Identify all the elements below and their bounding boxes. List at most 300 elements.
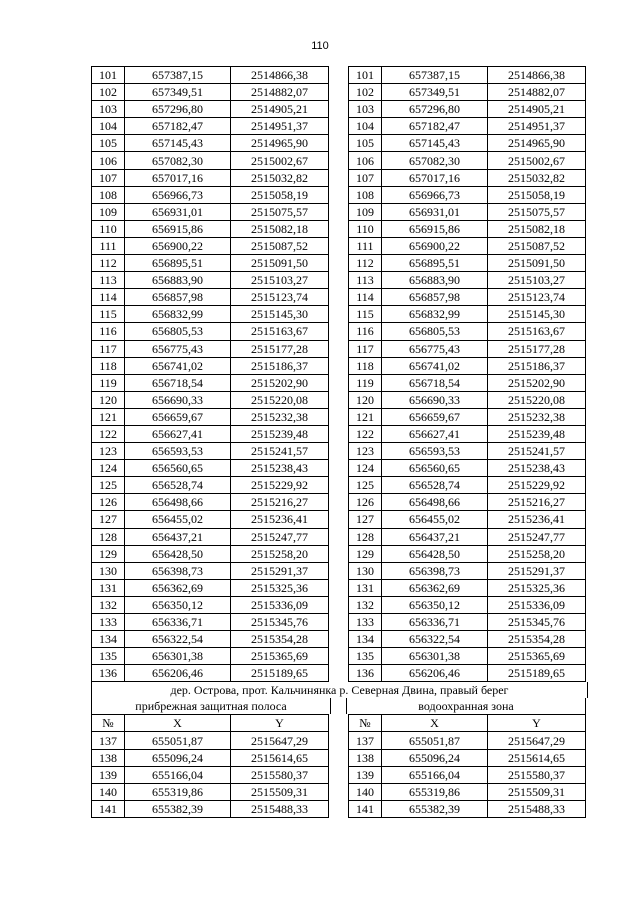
table-row (92, 562, 329, 579)
point-number: 105 (349, 135, 382, 152)
x-coordinate: 656966,73 (125, 186, 231, 203)
point-number: 119 (349, 374, 382, 391)
x-coordinate: 657145,43 (382, 135, 488, 152)
x-coordinate: 657296,80 (125, 101, 231, 118)
x-coordinate: 657017,16 (382, 169, 488, 186)
point-number: 104 (349, 118, 382, 135)
table-row (92, 186, 329, 203)
table-row (92, 579, 329, 596)
x-coordinate: 655319,86 (125, 783, 231, 800)
x-coordinate: 656428,50 (382, 545, 488, 562)
upper-left-table (91, 66, 329, 682)
y-coordinate: 2515163,67 (231, 323, 329, 340)
y-coordinate: 2515365,69 (488, 648, 586, 665)
x-coordinate: 656301,38 (382, 648, 488, 665)
table-row (92, 665, 329, 682)
point-number: 128 (92, 528, 125, 545)
point-number: 102 (349, 84, 382, 101)
table-row (349, 186, 586, 203)
point-number: 140 (349, 783, 382, 800)
point-number: 104 (92, 118, 125, 135)
header-x: X (382, 715, 488, 732)
table-row (92, 528, 329, 545)
x-coordinate: 656931,01 (382, 203, 488, 220)
table-row (92, 460, 329, 477)
table-row (349, 220, 586, 237)
table-row (92, 766, 329, 783)
x-coordinate: 656627,41 (125, 425, 231, 442)
table-row (92, 84, 329, 101)
table-row (349, 118, 586, 135)
table-row (349, 749, 586, 766)
y-coordinate: 2515229,92 (488, 477, 586, 494)
y-coordinate: 2515239,48 (488, 425, 586, 442)
x-coordinate: 656498,66 (125, 494, 231, 511)
y-coordinate: 2515365,69 (231, 648, 329, 665)
x-coordinate: 657296,80 (382, 101, 488, 118)
y-coordinate: 2514965,90 (488, 135, 586, 152)
table-row (349, 357, 586, 374)
point-number: 128 (349, 528, 382, 545)
y-coordinate: 2515580,37 (488, 766, 586, 783)
table-row (92, 101, 329, 118)
y-coordinate: 2515345,76 (488, 614, 586, 631)
point-number: 133 (92, 614, 125, 631)
y-coordinate: 2515241,57 (231, 443, 329, 460)
x-coordinate: 656718,54 (382, 374, 488, 391)
table-row (92, 732, 329, 749)
lower-right-table (348, 714, 586, 818)
table-row (349, 374, 586, 391)
point-number: 114 (92, 289, 125, 306)
y-coordinate: 2515647,29 (488, 732, 586, 749)
point-number: 116 (349, 323, 382, 340)
header-number: № (349, 715, 382, 732)
x-coordinate: 656455,02 (125, 511, 231, 528)
table-row (349, 562, 586, 579)
y-coordinate: 2515241,57 (488, 443, 586, 460)
y-coordinate: 2515075,57 (488, 203, 586, 220)
x-coordinate: 656528,74 (125, 477, 231, 494)
table-row (92, 135, 329, 152)
point-number: 132 (92, 596, 125, 613)
y-coordinate: 2514866,38 (231, 67, 329, 84)
page-number: 110 (311, 40, 329, 52)
x-coordinate: 656775,43 (125, 340, 231, 357)
x-coordinate: 656350,12 (382, 596, 488, 613)
x-coordinate: 656398,73 (382, 562, 488, 579)
x-coordinate: 656498,66 (382, 494, 488, 511)
x-coordinate: 656336,71 (125, 614, 231, 631)
table-row (349, 494, 586, 511)
x-coordinate: 656528,74 (382, 477, 488, 494)
y-coordinate: 2514965,90 (231, 135, 329, 152)
x-coordinate: 656659,67 (125, 408, 231, 425)
point-number: 130 (349, 562, 382, 579)
point-number: 103 (92, 101, 125, 118)
x-coordinate: 656741,02 (382, 357, 488, 374)
y-coordinate: 2515614,65 (231, 749, 329, 766)
y-coordinate: 2515177,28 (231, 340, 329, 357)
y-coordinate: 2515103,27 (231, 272, 329, 289)
y-coordinate: 2515336,09 (231, 596, 329, 613)
x-coordinate: 656857,98 (382, 289, 488, 306)
table-row (349, 408, 586, 425)
header-y: Y (231, 715, 329, 732)
point-number: 126 (349, 494, 382, 511)
y-coordinate: 2515145,30 (231, 306, 329, 323)
table-row (349, 425, 586, 442)
table-row (92, 425, 329, 442)
x-coordinate: 657082,30 (382, 152, 488, 169)
x-coordinate: 656741,02 (125, 357, 231, 374)
y-coordinate: 2514905,21 (488, 101, 586, 118)
point-number: 123 (92, 443, 125, 460)
upper-tables (91, 66, 586, 682)
table-row (349, 477, 586, 494)
table-row (349, 511, 586, 528)
point-number: 113 (349, 272, 382, 289)
x-coordinate: 656336,71 (382, 614, 488, 631)
point-number: 115 (349, 306, 382, 323)
x-coordinate: 656362,69 (125, 579, 231, 596)
point-number: 135 (92, 648, 125, 665)
table-row (92, 306, 329, 323)
point-number: 131 (349, 579, 382, 596)
point-number: 141 (349, 800, 382, 817)
y-coordinate: 2515216,27 (231, 494, 329, 511)
point-number: 108 (349, 186, 382, 203)
point-number: 126 (92, 494, 125, 511)
y-coordinate: 2515291,37 (231, 562, 329, 579)
point-number: 120 (349, 391, 382, 408)
table-row (92, 511, 329, 528)
table-row (92, 408, 329, 425)
x-coordinate: 656690,33 (382, 391, 488, 408)
table-row (349, 391, 586, 408)
y-coordinate: 2515345,76 (231, 614, 329, 631)
x-coordinate: 656805,53 (382, 323, 488, 340)
point-number: 106 (92, 152, 125, 169)
table-row (349, 648, 586, 665)
x-coordinate: 656931,01 (125, 203, 231, 220)
x-coordinate: 656593,53 (125, 443, 231, 460)
table-row (349, 460, 586, 477)
point-number: 132 (349, 596, 382, 613)
y-coordinate: 2514882,07 (488, 84, 586, 101)
point-number: 109 (92, 203, 125, 220)
point-number: 117 (92, 340, 125, 357)
x-coordinate: 656560,65 (382, 460, 488, 477)
point-number: 139 (92, 766, 125, 783)
y-coordinate: 2515032,82 (231, 169, 329, 186)
table-row (92, 443, 329, 460)
header-y: Y (488, 715, 586, 732)
table-row (92, 237, 329, 254)
point-number: 103 (349, 101, 382, 118)
point-number: 136 (349, 665, 382, 682)
x-coordinate: 655096,24 (382, 749, 488, 766)
point-number: 125 (92, 477, 125, 494)
y-coordinate: 2515145,30 (488, 306, 586, 323)
point-number: 110 (349, 220, 382, 237)
x-coordinate: 656832,99 (125, 306, 231, 323)
point-number: 123 (349, 443, 382, 460)
table-row (349, 528, 586, 545)
x-coordinate: 656322,54 (382, 631, 488, 648)
y-coordinate: 2515163,67 (488, 323, 586, 340)
y-coordinate: 2515075,57 (231, 203, 329, 220)
header-row (349, 715, 586, 732)
table-row (349, 783, 586, 800)
x-coordinate: 656593,53 (382, 443, 488, 460)
point-number: 124 (92, 460, 125, 477)
table-row (92, 545, 329, 562)
x-coordinate: 656900,22 (125, 237, 231, 254)
y-coordinate: 2514951,37 (231, 118, 329, 135)
point-number: 115 (92, 306, 125, 323)
x-coordinate: 657017,16 (125, 169, 231, 186)
y-coordinate: 2515354,28 (488, 631, 586, 648)
table-row (349, 272, 586, 289)
x-coordinate: 656883,90 (125, 272, 231, 289)
x-coordinate: 656322,54 (125, 631, 231, 648)
y-coordinate: 2515325,36 (231, 579, 329, 596)
point-number: 118 (349, 357, 382, 374)
table-row (92, 477, 329, 494)
table-row (92, 340, 329, 357)
point-number: 121 (349, 408, 382, 425)
x-coordinate: 656832,99 (382, 306, 488, 323)
x-coordinate: 656883,90 (382, 272, 488, 289)
table-row (349, 323, 586, 340)
point-number: 127 (349, 511, 382, 528)
table-row (92, 272, 329, 289)
table-row (92, 118, 329, 135)
y-coordinate: 2515258,20 (488, 545, 586, 562)
table-row (92, 783, 329, 800)
lower-left-table (91, 714, 329, 818)
table-row (349, 732, 586, 749)
y-coordinate: 2515509,31 (231, 783, 329, 800)
x-coordinate: 657349,51 (382, 84, 488, 101)
y-coordinate: 2515232,38 (231, 408, 329, 425)
lower-tables (91, 714, 586, 818)
table-row (349, 203, 586, 220)
table-row (349, 800, 586, 817)
table-row (349, 169, 586, 186)
y-coordinate: 2515123,74 (231, 289, 329, 306)
y-coordinate: 2515509,31 (488, 783, 586, 800)
y-coordinate: 2515216,27 (488, 494, 586, 511)
y-coordinate: 2515336,09 (488, 596, 586, 613)
x-coordinate: 655319,86 (382, 783, 488, 800)
y-coordinate: 2515082,18 (231, 220, 329, 237)
y-coordinate: 2515091,50 (488, 255, 586, 272)
point-number: 125 (349, 477, 382, 494)
y-coordinate: 2515177,28 (488, 340, 586, 357)
subtitle-row (91, 698, 586, 714)
point-number: 114 (349, 289, 382, 306)
table-row (92, 289, 329, 306)
y-coordinate: 2515229,92 (231, 477, 329, 494)
y-coordinate: 2515123,74 (488, 289, 586, 306)
table-row (92, 357, 329, 374)
x-coordinate: 655096,24 (125, 749, 231, 766)
y-coordinate: 2515232,38 (488, 408, 586, 425)
y-coordinate: 2515647,29 (231, 732, 329, 749)
header-x: X (125, 715, 231, 732)
y-coordinate: 2515002,67 (488, 152, 586, 169)
y-coordinate: 2515082,18 (488, 220, 586, 237)
x-coordinate: 656301,38 (125, 648, 231, 665)
table-row (349, 596, 586, 613)
table-row (92, 152, 329, 169)
header-number: № (92, 715, 125, 732)
table-row (92, 203, 329, 220)
y-coordinate: 2515058,19 (231, 186, 329, 203)
coordinates-document (91, 66, 586, 818)
table-row (92, 614, 329, 631)
y-coordinate: 2515220,08 (231, 391, 329, 408)
point-number: 112 (92, 255, 125, 272)
point-number: 118 (92, 357, 125, 374)
y-coordinate: 2514905,21 (231, 101, 329, 118)
y-coordinate: 2515189,65 (231, 665, 329, 682)
table-row (92, 220, 329, 237)
table-row (349, 237, 586, 254)
y-coordinate: 2515258,20 (231, 545, 329, 562)
y-coordinate: 2515032,82 (488, 169, 586, 186)
x-coordinate: 657349,51 (125, 84, 231, 101)
point-number: 111 (349, 237, 382, 254)
point-number: 135 (349, 648, 382, 665)
x-coordinate: 656775,43 (382, 340, 488, 357)
point-number: 122 (349, 425, 382, 442)
y-coordinate: 2515220,08 (488, 391, 586, 408)
table-row (349, 84, 586, 101)
y-coordinate: 2515488,33 (488, 800, 586, 817)
y-coordinate: 2515103,27 (488, 272, 586, 289)
point-number: 113 (92, 272, 125, 289)
x-coordinate: 656206,46 (382, 665, 488, 682)
y-coordinate: 2515238,43 (488, 460, 586, 477)
x-coordinate: 656350,12 (125, 596, 231, 613)
point-number: 141 (92, 800, 125, 817)
x-coordinate: 655051,87 (382, 732, 488, 749)
x-coordinate: 655166,04 (382, 766, 488, 783)
point-number: 134 (92, 631, 125, 648)
point-number: 129 (92, 545, 125, 562)
table-row (349, 101, 586, 118)
table-row (92, 800, 329, 817)
point-number: 130 (92, 562, 125, 579)
y-coordinate: 2515238,43 (231, 460, 329, 477)
point-number: 122 (92, 425, 125, 442)
x-coordinate: 656659,67 (382, 408, 488, 425)
point-number: 134 (349, 631, 382, 648)
point-number: 117 (349, 340, 382, 357)
point-number: 109 (349, 203, 382, 220)
point-number: 105 (92, 135, 125, 152)
x-coordinate: 656398,73 (125, 562, 231, 579)
table-row (349, 306, 586, 323)
table-row (92, 391, 329, 408)
point-number: 101 (92, 67, 125, 84)
point-number: 101 (349, 67, 382, 84)
table-row (349, 67, 586, 84)
table-row (92, 374, 329, 391)
x-coordinate: 656206,46 (125, 665, 231, 682)
y-coordinate: 2515354,28 (231, 631, 329, 648)
table-row (92, 67, 329, 84)
x-coordinate: 656915,86 (382, 220, 488, 237)
point-number: 138 (349, 749, 382, 766)
point-number: 112 (349, 255, 382, 272)
table-row (349, 340, 586, 357)
y-coordinate: 2515189,65 (488, 665, 586, 682)
x-coordinate: 655166,04 (125, 766, 231, 783)
point-number: 110 (92, 220, 125, 237)
table-row (92, 596, 329, 613)
y-coordinate: 2515087,52 (231, 237, 329, 254)
y-coordinate: 2514882,07 (231, 84, 329, 101)
table-row (349, 255, 586, 272)
y-coordinate: 2515087,52 (488, 237, 586, 254)
x-coordinate: 656915,86 (125, 220, 231, 237)
y-coordinate: 2515236,41 (231, 511, 329, 528)
y-coordinate: 2515236,41 (488, 511, 586, 528)
table-row (349, 614, 586, 631)
x-coordinate: 656627,41 (382, 425, 488, 442)
y-coordinate: 2515002,67 (231, 152, 329, 169)
x-coordinate: 657387,15 (382, 67, 488, 84)
table-row (92, 494, 329, 511)
right-subtitle: водоохранная зона (346, 698, 586, 714)
table-row (92, 323, 329, 340)
table-row (92, 255, 329, 272)
point-number: 107 (349, 169, 382, 186)
header-row (92, 715, 329, 732)
y-coordinate: 2515488,33 (231, 800, 329, 817)
table-row (92, 631, 329, 648)
table-row (349, 665, 586, 682)
point-number: 120 (92, 391, 125, 408)
x-coordinate: 657145,43 (125, 135, 231, 152)
point-number: 129 (349, 545, 382, 562)
y-coordinate: 2515186,37 (231, 357, 329, 374)
point-number: 121 (92, 408, 125, 425)
y-coordinate: 2515091,50 (231, 255, 329, 272)
point-number: 140 (92, 783, 125, 800)
x-coordinate: 656437,21 (125, 528, 231, 545)
point-number: 136 (92, 665, 125, 682)
point-number: 102 (92, 84, 125, 101)
point-number: 119 (92, 374, 125, 391)
x-coordinate: 656690,33 (125, 391, 231, 408)
y-coordinate: 2515580,37 (231, 766, 329, 783)
table-row (349, 135, 586, 152)
table-row (92, 749, 329, 766)
x-coordinate: 655051,87 (125, 732, 231, 749)
point-number: 131 (92, 579, 125, 596)
upper-right-table (348, 66, 586, 682)
y-coordinate: 2515202,90 (231, 374, 329, 391)
table-row (349, 631, 586, 648)
point-number: 139 (349, 766, 382, 783)
point-number: 106 (349, 152, 382, 169)
point-number: 133 (349, 614, 382, 631)
